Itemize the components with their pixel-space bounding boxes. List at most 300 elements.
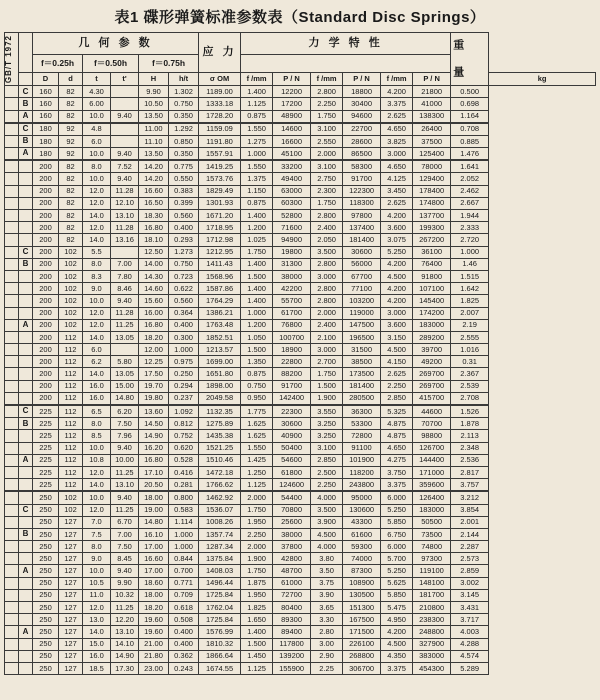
row-t: 10.0 — [83, 110, 111, 123]
row-ht: 1810.32 — [199, 638, 241, 650]
row-p1: 55700 — [273, 295, 311, 307]
row-group — [19, 368, 33, 380]
standard-label-spacer — [5, 626, 19, 638]
row-f1: 1.750 — [241, 504, 273, 516]
row-h: 0.775 — [169, 160, 199, 173]
row-f1: 1.950 — [241, 589, 273, 601]
standard-label-spacer — [5, 197, 19, 209]
row-ht: 1435.38 — [199, 430, 241, 442]
table-row — [5, 160, 596, 173]
row-p2: 74000 — [343, 553, 381, 565]
row-t: 10.0 — [83, 491, 111, 504]
row-p2: 94600 — [343, 110, 381, 123]
row-D: 250 — [33, 589, 59, 601]
row-d: 127 — [59, 614, 83, 626]
row-f1: 1.000 — [241, 307, 273, 319]
row-group — [19, 380, 33, 392]
row-group — [19, 662, 33, 674]
row-f3: 2.625 — [381, 110, 413, 123]
row-h: 0.975 — [169, 356, 199, 368]
row-p1: 61000 — [273, 577, 311, 589]
row-p1: 54400 — [273, 491, 311, 504]
row-f3: 6.750 — [381, 528, 413, 540]
row-p1: 33200 — [273, 160, 311, 173]
row-p3: 138300 — [413, 110, 451, 123]
row-h: 0.812 — [169, 418, 199, 430]
table-row — [5, 541, 596, 553]
row-p2: 67700 — [343, 270, 381, 282]
row-h: 0.399 — [169, 197, 199, 209]
standard-label-spacer — [5, 331, 19, 343]
row-p2: 167500 — [343, 614, 381, 626]
row-f1: 1.350 — [241, 356, 273, 368]
row-t: 8.3 — [83, 270, 111, 282]
row-weight: 4.288 — [451, 638, 489, 650]
row-t: 8.0 — [83, 418, 111, 430]
row-f1: 1.500 — [241, 638, 273, 650]
col-t: t — [83, 73, 111, 86]
row-f1: 1.750 — [241, 565, 273, 577]
row-f3: 4.200 — [381, 86, 413, 98]
row-ht: 1212.95 — [199, 246, 241, 258]
mechanics-header: 力 学 特 性 — [241, 33, 451, 55]
row-f2: 2.050 — [311, 234, 343, 246]
row-p2: 58300 — [343, 160, 381, 173]
geometry-header: 几 何 参 数 — [33, 33, 199, 55]
row-h: 1.273 — [169, 246, 199, 258]
row-group — [19, 541, 33, 553]
row-t-prime: 14.90 — [111, 650, 139, 662]
row-p3: 137700 — [413, 210, 451, 222]
row-t: 10.8 — [83, 454, 111, 466]
row-p3: 78000 — [413, 160, 451, 173]
row-d: 127 — [59, 650, 83, 662]
row-t: 11.0 — [83, 589, 111, 601]
row-p2: 77100 — [343, 283, 381, 295]
row-d: 92 — [59, 123, 83, 136]
row-p2: 171500 — [343, 626, 381, 638]
table-row — [5, 123, 596, 136]
row-p3: 267200 — [413, 234, 451, 246]
row-H: 18.20 — [139, 331, 169, 343]
table-row — [5, 650, 596, 662]
row-f3: 6.000 — [381, 541, 413, 553]
standard-label-spacer — [5, 222, 19, 234]
row-group: B — [19, 528, 33, 540]
row-t-prime — [111, 86, 139, 98]
row-D: 225 — [33, 430, 59, 442]
row-t-prime: 7.96 — [111, 430, 139, 442]
row-H: 16.20 — [139, 442, 169, 454]
row-group: B — [19, 258, 33, 270]
row-f3: 5.625 — [381, 577, 413, 589]
row-f2: 3.30 — [311, 614, 343, 626]
standard-label-spacer — [5, 602, 19, 614]
row-t: 10.0 — [83, 565, 111, 577]
row-p1: 50400 — [273, 442, 311, 454]
row-p2: 53300 — [343, 418, 381, 430]
row-D: 200 — [33, 319, 59, 331]
row-h: 0.350 — [169, 148, 199, 161]
row-p3: 359600 — [413, 479, 451, 492]
row-t-prime: 9.40 — [111, 565, 139, 577]
row-d: 112 — [59, 442, 83, 454]
row-H: 19.60 — [139, 614, 169, 626]
row-t-prime: 7.80 — [111, 270, 139, 282]
row-p2: 151300 — [343, 602, 381, 614]
table-row — [5, 392, 596, 405]
row-group — [19, 197, 33, 209]
row-t-prime: 10.00 — [111, 454, 139, 466]
row-f3: 4.650 — [381, 160, 413, 173]
row-group — [19, 650, 33, 662]
standard-label-spacer — [5, 210, 19, 222]
row-weight: 2.708 — [451, 392, 489, 405]
row-p3: 248800 — [413, 626, 451, 638]
row-h: 0.300 — [169, 331, 199, 343]
row-t: 12.0 — [83, 319, 111, 331]
row-t: 6.0 — [83, 135, 111, 147]
row-f3: 5.250 — [381, 565, 413, 577]
row-t-prime: 7.50 — [111, 541, 139, 553]
row-weight: 3.212 — [451, 491, 489, 504]
table-row — [5, 491, 596, 504]
row-d: 82 — [59, 98, 83, 110]
row-t-prime: 13.05 — [111, 331, 139, 343]
row-d: 102 — [59, 491, 83, 504]
table-row — [5, 638, 596, 650]
row-H: 14.60 — [139, 283, 169, 295]
row-ht: 1472.18 — [199, 466, 241, 478]
row-group: A — [19, 148, 33, 161]
row-f2: 2.000 — [311, 148, 343, 161]
row-d: 82 — [59, 210, 83, 222]
row-f1: 1.400 — [241, 295, 273, 307]
row-f3: 4.500 — [381, 270, 413, 282]
row-ht: 1728.20 — [199, 110, 241, 123]
row-group — [19, 553, 33, 565]
table-row — [5, 148, 596, 161]
row-f2: 2.800 — [311, 86, 343, 98]
row-d: 92 — [59, 135, 83, 147]
row-group — [19, 331, 33, 343]
row-f3: 3.450 — [381, 185, 413, 197]
row-f1: 2.250 — [241, 528, 273, 540]
row-ht: 1699.00 — [199, 356, 241, 368]
row-d: 127 — [59, 638, 83, 650]
row-p2: 226100 — [343, 638, 381, 650]
row-weight: 1.016 — [451, 344, 489, 356]
col-H: H — [139, 73, 169, 86]
row-d: 82 — [59, 197, 83, 209]
row-f2: 2.25 — [311, 662, 343, 674]
table-row — [5, 356, 596, 368]
table-row — [5, 405, 596, 418]
row-p1: 25600 — [273, 516, 311, 528]
standard-label-spacer — [5, 86, 19, 98]
row-D: 250 — [33, 650, 59, 662]
row-D: 160 — [33, 110, 59, 123]
row-p1: 139200 — [273, 650, 311, 662]
row-D: 225 — [33, 418, 59, 430]
table-row — [5, 319, 596, 331]
row-p1: 52800 — [273, 210, 311, 222]
table-row — [5, 589, 596, 601]
row-D: 250 — [33, 614, 59, 626]
row-h: 0.583 — [169, 504, 199, 516]
row-H: 11.10 — [139, 135, 169, 147]
row-weight: 0.885 — [451, 135, 489, 147]
row-f2: 2.400 — [311, 319, 343, 331]
row-f1: 1.200 — [241, 319, 273, 331]
row-p2: 72800 — [343, 430, 381, 442]
row-weight: 3.854 — [451, 504, 489, 516]
row-f3: 3.375 — [381, 479, 413, 492]
row-h: 0.850 — [169, 135, 199, 147]
row-p3: 70700 — [413, 418, 451, 430]
row-h: 0.620 — [169, 442, 199, 454]
row-ht: 1536.07 — [199, 504, 241, 516]
row-d: 102 — [59, 307, 83, 319]
row-weight: 1.944 — [451, 210, 489, 222]
row-ht: 1576.99 — [199, 626, 241, 638]
table-row — [5, 614, 596, 626]
row-group — [19, 430, 33, 442]
row-group: A — [19, 565, 33, 577]
row-h: 1.000 — [169, 344, 199, 356]
row-weight: 2.536 — [451, 454, 489, 466]
row-h: 0.416 — [169, 466, 199, 478]
row-f2: 2.250 — [311, 98, 343, 110]
row-D: 200 — [33, 173, 59, 185]
row-group — [19, 270, 33, 282]
row-p3: 91800 — [413, 270, 451, 282]
row-ht: 1301.93 — [199, 197, 241, 209]
standard-label-spacer — [5, 98, 19, 110]
row-f2: 2.90 — [311, 650, 343, 662]
row-weight: 1.641 — [451, 160, 489, 173]
row-t: 18.5 — [83, 662, 111, 674]
table-row — [5, 380, 596, 392]
row-p1: 16600 — [273, 135, 311, 147]
row-f1: 2.000 — [241, 541, 273, 553]
row-p3: 76400 — [413, 258, 451, 270]
row-group — [19, 283, 33, 295]
row-p1: 76800 — [273, 319, 311, 331]
row-d: 127 — [59, 589, 83, 601]
row-H: 19.80 — [139, 392, 169, 405]
row-p3: 36100 — [413, 246, 451, 258]
row-p2: 43300 — [343, 516, 381, 528]
row-t-prime: 13.10 — [111, 210, 139, 222]
row-D: 250 — [33, 662, 59, 674]
row-H: 19.70 — [139, 380, 169, 392]
table-row — [5, 516, 596, 528]
table-row — [5, 430, 596, 442]
standard-label-spacer — [5, 454, 19, 466]
row-D: 250 — [33, 638, 59, 650]
row-weight: 2.367 — [451, 368, 489, 380]
row-d: 102 — [59, 283, 83, 295]
row-p3: 39700 — [413, 344, 451, 356]
row-t: 14.0 — [83, 479, 111, 492]
row-f2: 1.500 — [311, 380, 343, 392]
row-D: 250 — [33, 565, 59, 577]
row-t-prime: 17.30 — [111, 662, 139, 674]
row-weight: 2.348 — [451, 442, 489, 454]
row-h: 0.700 — [169, 565, 199, 577]
row-D: 250 — [33, 577, 59, 589]
row-ht: 1213.57 — [199, 344, 241, 356]
row-D: 200 — [33, 283, 59, 295]
standard-label-spacer — [5, 270, 19, 282]
row-h: 1.292 — [169, 123, 199, 136]
row-p1: 71600 — [273, 222, 311, 234]
standard-label-spacer — [5, 565, 19, 577]
row-p2: 28600 — [343, 135, 381, 147]
row-f2: 2.800 — [311, 258, 343, 270]
row-f1: 1.050 — [241, 331, 273, 343]
row-f1: 2.000 — [241, 491, 273, 504]
row-h: 0.508 — [169, 614, 199, 626]
row-f1: 1.125 — [241, 479, 273, 492]
row-weight: 3.002 — [451, 577, 489, 589]
row-f1: 1.625 — [241, 430, 273, 442]
row-weight: 2.555 — [451, 331, 489, 343]
row-t: 12.0 — [83, 197, 111, 209]
standard-label-spacer — [5, 479, 19, 492]
standard-label-spacer — [5, 368, 19, 380]
row-h: 0.723 — [169, 270, 199, 282]
row-f2: 3.250 — [311, 430, 343, 442]
row-f1: 0.950 — [241, 392, 273, 405]
row-f2: 3.90 — [311, 589, 343, 601]
load-group-3: f＝0.75h — [139, 55, 199, 73]
row-t: 6.2 — [83, 356, 111, 368]
row-t: 13.0 — [83, 614, 111, 626]
row-t: 12.0 — [83, 185, 111, 197]
row-group — [19, 392, 33, 405]
row-t-prime: 14.80 — [111, 392, 139, 405]
row-p3: 119100 — [413, 565, 451, 577]
row-D: 225 — [33, 405, 59, 418]
row-d: 102 — [59, 504, 83, 516]
row-t: 14.0 — [83, 234, 111, 246]
row-group: A — [19, 626, 33, 638]
row-ht: 1191.80 — [199, 135, 241, 147]
row-ht: 1008.26 — [199, 516, 241, 528]
group-col-header — [19, 33, 33, 73]
row-h: 0.383 — [169, 185, 199, 197]
row-D: 250 — [33, 602, 59, 614]
row-t: 10.0 — [83, 148, 111, 161]
row-H: 13.50 — [139, 110, 169, 123]
row-t-prime: 9.40 — [111, 173, 139, 185]
standard-label-spacer — [5, 662, 19, 674]
standard-label-spacer — [5, 577, 19, 589]
row-f3: 2.250 — [381, 380, 413, 392]
row-p2: 91100 — [343, 442, 381, 454]
row-f2: 4.500 — [311, 528, 343, 540]
row-group — [19, 160, 33, 173]
table-row — [5, 185, 596, 197]
row-f2: 2.100 — [311, 331, 343, 343]
row-ht: 1568.96 — [199, 270, 241, 282]
row-p2: 196500 — [343, 331, 381, 343]
row-f2: 1.900 — [311, 392, 343, 405]
standard-label-spacer — [5, 466, 19, 478]
row-f2: 3.75 — [311, 577, 343, 589]
row-weight: 2.859 — [451, 565, 489, 577]
row-f3: 4.500 — [381, 638, 413, 650]
row-p1: 155900 — [273, 662, 311, 674]
row-H: 18.20 — [139, 602, 169, 614]
row-H: 16.60 — [139, 185, 169, 197]
row-t-prime: 11.28 — [111, 222, 139, 234]
row-ht: 1587.86 — [199, 283, 241, 295]
standard-label-spacer — [5, 392, 19, 405]
table-row — [5, 246, 596, 258]
row-f1: 1.275 — [241, 135, 273, 147]
row-p1: 12200 — [273, 86, 311, 98]
row-f3: 2.625 — [381, 197, 413, 209]
col-f3: f /mm — [381, 73, 413, 86]
row-d: 127 — [59, 602, 83, 614]
row-H: 11.00 — [139, 123, 169, 136]
row-D: 180 — [33, 148, 59, 161]
row-D: 180 — [33, 123, 59, 136]
row-p2: 130600 — [343, 504, 381, 516]
row-f3: 4.350 — [381, 650, 413, 662]
row-t-prime — [111, 344, 139, 356]
row-t: 16.0 — [83, 380, 111, 392]
row-t-prime: 7.00 — [111, 528, 139, 540]
row-t-prime: 9.40 — [111, 491, 139, 504]
row-ht: 1462.92 — [199, 491, 241, 504]
row-group — [19, 210, 33, 222]
row-d: 112 — [59, 405, 83, 418]
row-h: 0.400 — [169, 626, 199, 638]
row-t-prime: 8.45 — [111, 553, 139, 565]
standard-label-spacer — [5, 110, 19, 123]
table-row — [5, 504, 596, 516]
row-d: 112 — [59, 430, 83, 442]
row-p3: 183000 — [413, 319, 451, 331]
standard-label-cell — [5, 33, 19, 86]
row-f2: 3.50 — [311, 565, 343, 577]
row-f1: 1.025 — [241, 234, 273, 246]
standard-label-spacer — [5, 418, 19, 430]
row-p3: 126400 — [413, 491, 451, 504]
row-p2: 147500 — [343, 319, 381, 331]
row-d: 112 — [59, 454, 83, 466]
standard-label-spacer — [5, 516, 19, 528]
row-p3: 269700 — [413, 368, 451, 380]
row-t: 12.0 — [83, 222, 111, 234]
row-group — [19, 295, 33, 307]
row-p3: 129400 — [413, 173, 451, 185]
row-t-prime: 9.40 — [111, 110, 139, 123]
row-f3: 4.200 — [381, 283, 413, 295]
row-f2: 4.000 — [311, 491, 343, 504]
row-f3: 4.200 — [381, 210, 413, 222]
row-p2: 119000 — [343, 307, 381, 319]
standard-label-spacer — [5, 553, 19, 565]
row-weight: 1.476 — [451, 148, 489, 161]
row-p2: 18800 — [343, 86, 381, 98]
row-p2: 108900 — [343, 577, 381, 589]
row-group: C — [19, 86, 33, 98]
